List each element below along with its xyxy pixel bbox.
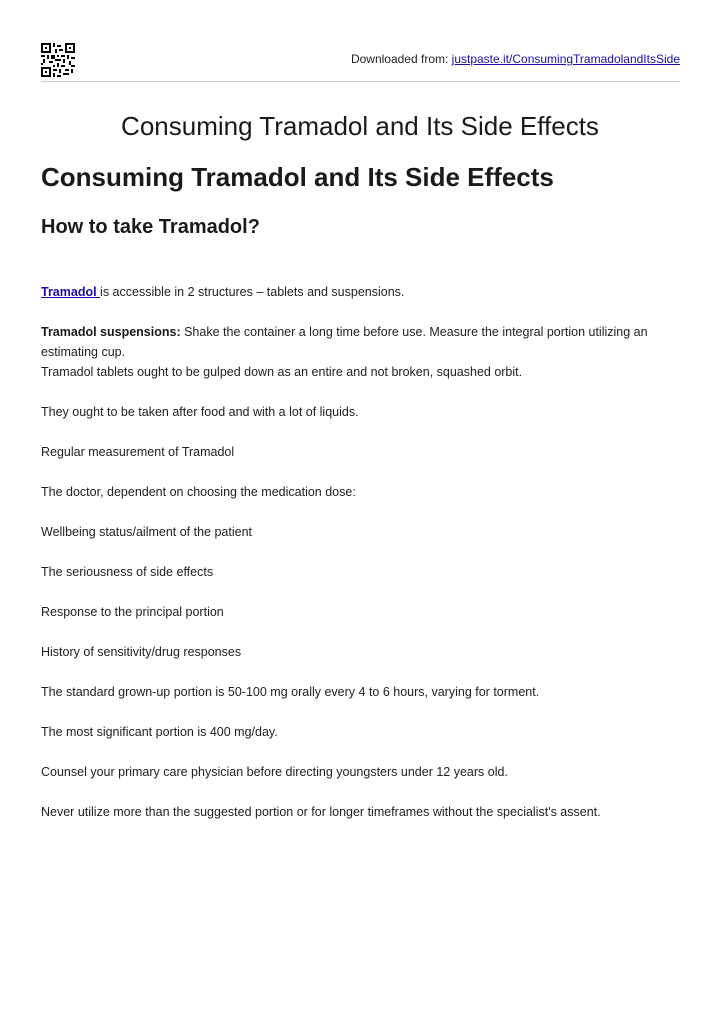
paragraph-food: They ought to be taken after food and with a lot of liquids.	[41, 405, 359, 419]
paragraph-max-dose: The most significant portion is 400 mg/day.	[41, 725, 278, 739]
paragraph-forms	[41, 282, 671, 302]
paragraph-warning: Never utilize more than the suggested portion or for longer timeframes without the specialist's assent.	[41, 805, 601, 819]
document-title: Consuming Tramadol and Its Side Effects	[121, 111, 599, 141]
tramadol-link[interactable]: Tramadol	[41, 285, 101, 299]
page-header	[41, 43, 680, 81]
paragraph-text: Shake the container a long time before use. Measure the integral portion utilizing an estimating cup.	[41, 325, 648, 359]
paragraph-wellbeing: Wellbeing status/ailment of the patient	[41, 525, 253, 539]
paragraph-standard-dose: The standard grown-up portion is 50-100 mg orally every 4 to 6 hours, varying for torment.	[41, 685, 540, 699]
section-heading: How to take Tramadol?	[41, 216, 260, 238]
qr-code-icon	[41, 43, 75, 77]
paragraph-history: History of sensitivity/drug responses	[41, 645, 242, 659]
paragraph-seriousness: The seriousness of side effects	[41, 565, 214, 579]
suspensions-label: Tramadol suspensions:	[41, 325, 181, 339]
downloaded-from-text	[351, 52, 680, 66]
paragraph-suspensions	[41, 322, 671, 382]
article-heading: Consuming Tramadol and Its Side Effects	[41, 162, 554, 192]
paragraph-text: is accessible in 2 structures – tablets and suspensions.	[100, 285, 405, 299]
paragraph-text: Tramadol tablets ought to be gulped down as an entire and not broken, squashed orbit.	[41, 365, 523, 379]
paragraph-children: Counsel your primary care physician before directing youngsters under 12 years old.	[41, 765, 508, 779]
downloaded-label: Downloaded from:	[350, 52, 452, 66]
paragraph-doctor: The doctor, dependent on choosing the medication dose:	[41, 485, 356, 499]
paragraph-regular-measurement: Regular measurement of Tramadol	[41, 445, 235, 459]
source-link[interactable]: justpaste.it/ConsumingTramadolandItsSide	[451, 52, 680, 66]
paragraph-response: Response to the principal portion	[41, 605, 224, 619]
header-divider	[41, 81, 680, 82]
